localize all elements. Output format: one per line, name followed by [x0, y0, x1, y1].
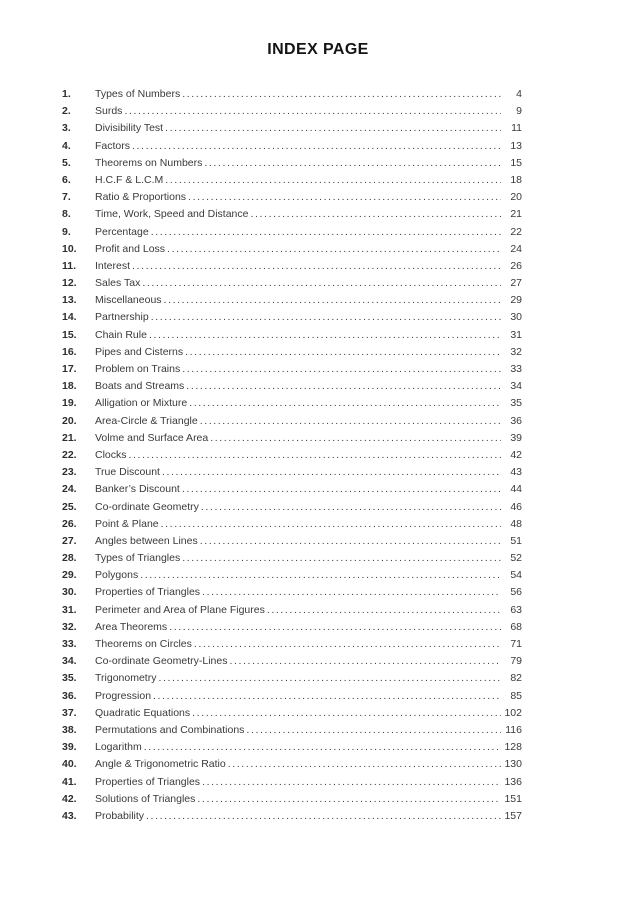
toc-row: [62, 378, 522, 395]
toc-entry-number: 19.: [62, 397, 77, 410]
toc-row: [62, 670, 522, 687]
toc-entry-title: Percentage: [95, 225, 149, 238]
toc-row: [62, 447, 522, 464]
toc-dot-leader: [200, 413, 501, 430]
toc-row: [62, 413, 522, 430]
toc-row: [62, 808, 522, 825]
toc-entry-number: 40.: [62, 758, 77, 771]
toc-row: [62, 791, 522, 808]
toc-row: [62, 275, 522, 292]
toc-entry-number: 25.: [62, 500, 77, 513]
toc-entry-number: 17.: [62, 363, 77, 375]
toc-entry-title: Solutions of Triangles: [95, 792, 196, 805]
toc-entry-page: 79: [510, 655, 522, 668]
toc-entry-number: 31.: [62, 603, 77, 616]
toc-row: [62, 516, 522, 533]
toc-entry-title: Factors: [95, 139, 131, 152]
toc-entry-page: 43: [510, 466, 522, 479]
toc-entry-title: Permutations and Combinations: [95, 723, 245, 736]
toc-dot-leader: [202, 584, 501, 601]
toc-entry-title: Interest: [95, 259, 131, 272]
toc-entry-page: 56: [510, 586, 522, 599]
toc-row: [62, 395, 522, 412]
toc-entry-number: 33.: [62, 638, 77, 650]
toc-dot-leader: [210, 430, 501, 447]
toc-dot-leader: [146, 808, 501, 825]
toc-dot-leader: [182, 550, 501, 567]
toc-entry-number: 6.: [62, 173, 71, 186]
toc-entry-page: 27: [510, 277, 522, 290]
toc-entry-page: 29: [510, 294, 522, 307]
toc-row: [62, 206, 522, 223]
toc-dot-leader: [151, 224, 501, 241]
toc-row: [62, 327, 522, 344]
toc-row: [62, 224, 522, 241]
toc-entry-title: Co-ordinate Geometry: [95, 500, 199, 513]
toc-dot-leader: [161, 516, 501, 533]
toc-entry-page: 18: [510, 173, 522, 186]
toc-entry-number: 29.: [62, 569, 77, 582]
toc-entry-title: Clocks: [95, 448, 127, 461]
toc-dot-leader: [188, 189, 501, 206]
toc-row: [62, 550, 522, 567]
toc-entry-number: 16.: [62, 345, 77, 358]
toc-entry-page: 11: [511, 122, 522, 135]
toc-row: [62, 602, 522, 619]
toc-entry-number: 10.: [62, 242, 77, 255]
toc-dot-leader: [202, 774, 501, 791]
toc-entry-number: 36.: [62, 689, 77, 702]
toc-row: [62, 120, 522, 137]
toc-entry-number: 26.: [62, 517, 77, 530]
toc-entry-title: H.C.F & L.C.M: [95, 173, 164, 186]
toc-row: [62, 584, 522, 601]
toc-entry-title: Volme and Surface Area: [95, 431, 209, 444]
toc-entry-title: Pipes and Cisterns: [95, 345, 184, 358]
toc-entry-number: 30.: [62, 586, 77, 599]
toc-entry-title: Profit and Loss: [95, 242, 166, 255]
toc-entry-title: Probability: [95, 809, 145, 822]
toc-dot-leader: [228, 756, 501, 773]
toc-row: [62, 103, 522, 120]
toc-entry-page: 136: [504, 775, 522, 788]
toc-entry-number: 13.: [62, 294, 77, 307]
toc-row: [62, 688, 522, 705]
toc-row: [62, 499, 522, 516]
toc-dot-leader: [162, 464, 501, 481]
toc-dot-leader: [158, 670, 501, 687]
toc-entry-page: 34: [510, 380, 522, 393]
toc-entry-page: 157: [504, 809, 522, 822]
toc-entry-title: Point & Plane: [95, 517, 159, 530]
toc-row: [62, 567, 522, 584]
toc-row: [62, 774, 522, 791]
toc-entry-title: Logarithm: [95, 741, 142, 754]
toc-entry-page: 116: [505, 723, 522, 736]
toc-row: [62, 86, 522, 103]
toc-entry-number: 34.: [62, 655, 77, 668]
toc-entry-page: 26: [510, 259, 522, 272]
toc-dot-leader: [129, 447, 501, 464]
toc-entry-page: 44: [510, 483, 522, 496]
toc-entry-number: 7.: [62, 191, 71, 204]
toc-entry-page: 51: [510, 534, 522, 547]
toc-dot-leader: [267, 602, 501, 619]
toc-entry-title: True Discount: [95, 466, 160, 479]
toc-row: [62, 653, 522, 670]
toc-entry-page: 48: [510, 517, 522, 530]
toc-dot-leader: [151, 309, 501, 326]
toc-entry-number: 20.: [62, 414, 77, 427]
toc-entry-title: Properties of Triangles: [95, 586, 201, 599]
toc-dot-leader: [165, 120, 501, 137]
toc-dot-leader: [164, 292, 501, 309]
toc-row: [62, 739, 522, 756]
toc-dot-leader: [167, 241, 501, 258]
toc-dot-leader: [124, 103, 501, 120]
toc-dot-leader: [229, 653, 501, 670]
toc-entry-number: 11.: [62, 259, 77, 272]
toc-entry-title: Sales Tax: [95, 277, 141, 290]
toc-entry-number: 12.: [62, 277, 77, 290]
toc-entry-number: 15.: [62, 328, 77, 341]
toc-dot-leader: [201, 499, 501, 516]
toc-dot-leader: [140, 567, 501, 584]
toc-entry-number: 18.: [62, 380, 77, 393]
toc-row: [62, 292, 522, 309]
toc-entry-page: 30: [510, 311, 522, 324]
toc-row: [62, 533, 522, 550]
toc-dot-leader: [182, 361, 501, 378]
toc-dot-leader: [200, 533, 501, 550]
toc-entry-title: Properties of Triangles: [95, 775, 201, 788]
toc-entry-number: 21.: [62, 431, 77, 444]
toc-row: [62, 138, 522, 155]
toc-entry-page: 39: [510, 431, 522, 444]
toc-dot-leader: [144, 739, 501, 756]
toc-entry-page: 46: [510, 500, 522, 513]
toc-row: [62, 361, 522, 378]
toc-entry-page: 9: [516, 105, 522, 118]
toc-dot-leader: [251, 206, 502, 223]
toc-dot-leader: [165, 172, 501, 189]
toc-dot-leader: [149, 327, 501, 344]
toc-entry-page: 68: [510, 620, 522, 633]
toc-entry-number: 32.: [62, 620, 77, 633]
toc-entry-number: 27.: [62, 534, 77, 547]
toc-list: [62, 86, 522, 825]
toc-entry-title: Trigonometry: [95, 672, 157, 685]
toc-entry-page: 20: [510, 191, 522, 204]
toc-entry-title: Theorems on Numbers: [95, 156, 203, 169]
toc-dot-leader: [192, 705, 501, 722]
toc-entry-number: 23.: [62, 466, 77, 479]
toc-entry-page: 71: [510, 638, 522, 650]
toc-row: [62, 172, 522, 189]
toc-entry-page: 42: [510, 448, 522, 461]
toc-entry-title: Partnership: [95, 311, 149, 324]
toc-row: [62, 258, 522, 275]
toc-entry-number: 14.: [62, 311, 77, 324]
toc-entry-title: Angles between Lines: [95, 534, 198, 547]
toc-entry-number: 9.: [62, 225, 71, 238]
toc-entry-number: 35.: [62, 672, 77, 685]
toc-entry-page: 128: [504, 741, 522, 754]
toc-entry-title: Angle & Trigonometric Ratio: [95, 758, 226, 771]
toc-entry-page: 33: [510, 363, 522, 375]
toc-entry-number: 1.: [62, 88, 71, 100]
toc-entry-page: 63: [510, 603, 522, 616]
toc-entry-page: 15: [510, 156, 522, 169]
toc-entry-title: Perimeter and Area of Plane Figures: [95, 603, 265, 616]
toc-entry-number: 8.: [62, 208, 71, 221]
toc-row: [62, 619, 522, 636]
toc-dot-leader: [197, 791, 501, 808]
toc-entry-number: 39.: [62, 741, 77, 754]
toc-dot-leader: [185, 344, 501, 361]
toc-row: [62, 430, 522, 447]
toc-dot-leader: [246, 722, 501, 739]
toc-entry-number: 24.: [62, 483, 77, 496]
toc-entry-title: Area Theorems: [95, 620, 168, 633]
toc-entry-page: 13: [510, 139, 522, 152]
toc-entry-number: 37.: [62, 706, 77, 719]
toc-entry-page: 36: [510, 414, 522, 427]
toc-entry-page: 130: [504, 758, 522, 771]
toc-entry-title: Co-ordinate Geometry-Lines: [95, 655, 228, 668]
toc-entry-number: 4.: [62, 139, 71, 152]
toc-entry-title: Divisibility Test: [95, 122, 164, 135]
toc-entry-number: 41.: [62, 775, 77, 788]
toc-dot-leader: [204, 155, 501, 172]
toc-row: [62, 309, 522, 326]
toc-entry-number: 28.: [62, 552, 77, 565]
toc-row: [62, 756, 522, 773]
toc-entry-number: 43.: [62, 809, 77, 822]
toc-dot-leader: [142, 275, 501, 292]
toc-entry-page: 4: [516, 88, 522, 100]
toc-entry-page: 32: [510, 345, 522, 358]
page-title: INDEX PAGE: [267, 41, 369, 58]
toc-entry-page: 102: [504, 706, 522, 719]
toc-entry-title: Chain Rule: [95, 328, 147, 341]
toc-entry-page: 22: [510, 225, 522, 238]
toc-entry-number: 22.: [62, 448, 77, 461]
toc-dot-leader: [182, 481, 501, 498]
toc-entry-title: Theorems on Circles: [95, 638, 192, 650]
toc-dot-leader: [189, 395, 501, 412]
toc-entry-title: Types of Triangles: [95, 552, 181, 565]
toc-row: [62, 705, 522, 722]
toc-entry-number: 2.: [62, 105, 71, 118]
toc-entry-page: 151: [504, 792, 522, 805]
toc-entry-title: Problem on Trains: [95, 363, 181, 375]
toc-entry-number: 38.: [62, 723, 77, 736]
toc-entry-page: 35: [510, 397, 522, 410]
toc-dot-leader: [186, 378, 501, 395]
toc-entry-page: 85: [510, 689, 522, 702]
toc-entry-number: 3.: [62, 122, 71, 135]
toc-entry-title: Miscellaneous: [95, 294, 162, 307]
toc-row: [62, 481, 522, 498]
toc-dot-leader: [132, 258, 501, 275]
toc-dot-leader: [153, 688, 501, 705]
toc-entry-page: 24: [510, 242, 522, 255]
toc-row: [62, 189, 522, 206]
toc-entry-number: 42.: [62, 792, 77, 805]
toc-dot-leader: [169, 619, 501, 636]
toc-dot-leader: [194, 636, 501, 653]
toc-entry-title: Progression: [95, 689, 152, 702]
toc-entry-title: Polygons: [95, 569, 139, 582]
toc-entry-page: 54: [510, 569, 522, 582]
toc-row: [62, 155, 522, 172]
toc-entry-number: 5.: [62, 156, 71, 169]
toc-row: [62, 241, 522, 258]
toc-entry-page: 21: [510, 208, 522, 221]
toc-entry-title: Types of Numbers: [95, 88, 181, 100]
toc-dot-leader: [182, 86, 501, 103]
toc-entry-title: Banker’s Discount: [95, 483, 180, 496]
toc-entry-page: 52: [510, 552, 522, 565]
toc-entry-title: Time, Work, Speed and Distance: [95, 208, 249, 221]
toc-row: [62, 636, 522, 653]
toc-row: [62, 464, 522, 481]
toc-entry-title: Quadratic Equations: [95, 706, 191, 719]
toc-row: [62, 344, 522, 361]
toc-entry-page: 31: [510, 328, 522, 341]
toc-entry-title: Boats and Streams: [95, 380, 185, 393]
toc-entry-title: Ratio & Proportions: [95, 191, 187, 204]
toc-entry-title: Area-Circle & Triangle: [95, 414, 198, 427]
toc-row: [62, 722, 522, 739]
toc-entry-title: Surds: [95, 105, 123, 118]
toc-entry-title: Alligation or Mixture: [95, 397, 188, 410]
toc-entry-page: 82: [510, 672, 522, 685]
toc-dot-leader: [132, 138, 501, 155]
